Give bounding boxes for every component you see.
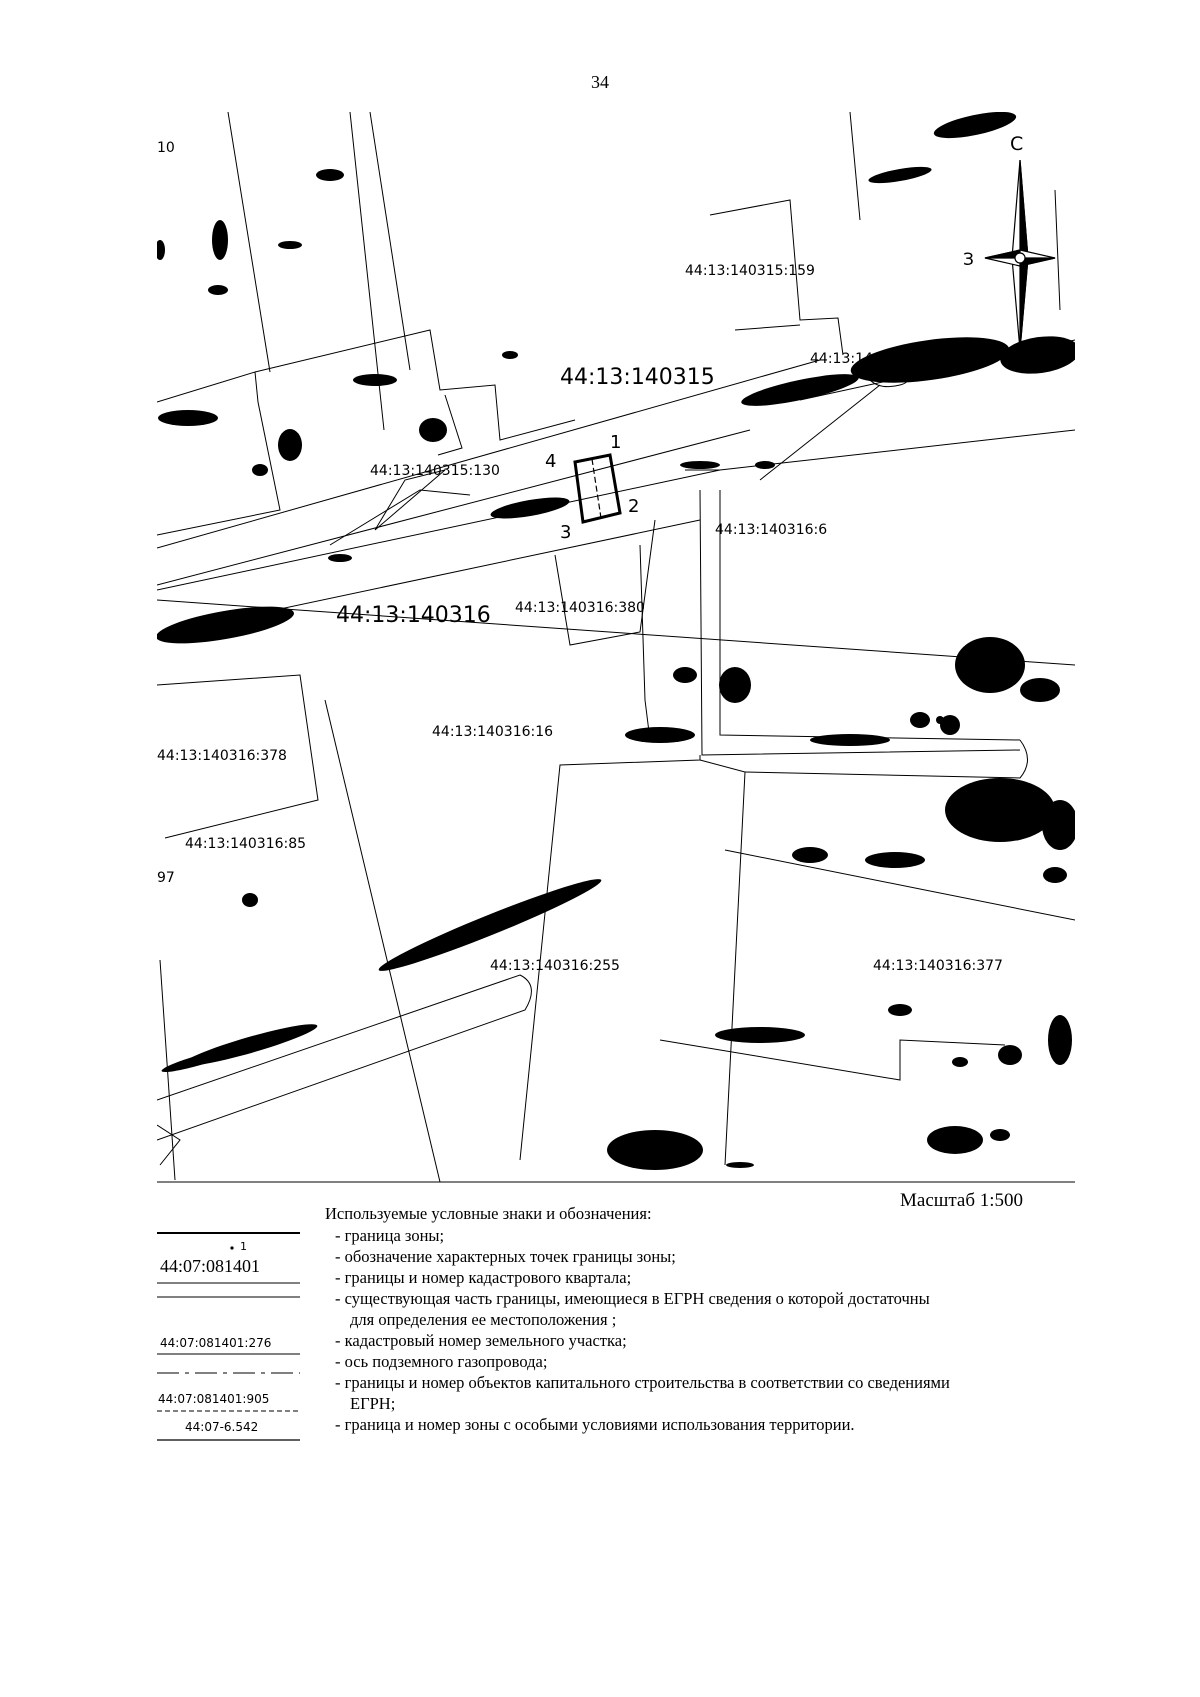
legend-item-gas-pipe: - ось подземного газопровода; (335, 1352, 548, 1371)
north-label: С (1010, 133, 1024, 155)
legend-item-quarter: - границы и номер кадастрового квартала; (335, 1268, 632, 1287)
vegetation-blobs (154, 106, 1082, 1170)
parcel-label-6: 44:13:140316:6 (715, 522, 828, 538)
map-scale: Масштаб 1:500 (900, 1190, 1024, 1211)
west-label: З (963, 250, 974, 270)
legend-special-zone-number: 44:07-6.542 (185, 1420, 259, 1434)
quarter-label-140316: 44:13:140316 (336, 603, 491, 628)
legend-title: Используемые условные знаки и обозначения: (325, 1204, 652, 1223)
parcel-label-378: 44:13:140316:378 (157, 748, 287, 764)
parcel-boundaries (157, 112, 1075, 1182)
legend-quarter-number: 44:07:081401 (160, 1256, 261, 1276)
legend-item-existing-boundary: - существующая часть границы, имеющиеся в ЕГРН сведения о которой достаточны (335, 1289, 930, 1308)
parcel-label-85: 44:13:140316:85 (185, 836, 307, 852)
parcel-label-16: 44:13:140316:16 (432, 724, 554, 740)
page-number: 34 (591, 72, 609, 92)
zone-point-4: 4 (545, 451, 557, 472)
parcel-label-130: 44:13:140315:130 (370, 463, 500, 479)
parcel-label-partial: 44:13:1403 (810, 351, 891, 367)
legend-item-buildings: - границы и номер объектов капитального строительства в соответствии со сведениями (335, 1373, 950, 1392)
parcel-label-380: 44:13:140316:380 (515, 600, 645, 616)
legend-point-number: 1 (240, 1240, 247, 1253)
legend-parcel-number: 44:07:081401:276 (160, 1336, 272, 1350)
legend-item-existing-boundary-cont: для определения ее местоположения ; (350, 1310, 617, 1329)
legend-item-buildings-cont: ЕГРН; (350, 1394, 396, 1413)
zone-point-1: 1 (610, 432, 622, 453)
legend-item-zone-boundary: - граница зоны; (335, 1226, 445, 1245)
legend-point-dot-icon (230, 1246, 233, 1249)
map-labels (157, 133, 1023, 974)
compass-rose-icon (985, 160, 1055, 350)
zone-boundary[interactable] (575, 455, 620, 522)
parcel-label-377: 44:13:140316:377 (873, 958, 1003, 974)
zone-point-2: 2 (628, 496, 640, 517)
legend-building-number: 44:07:081401:905 (158, 1392, 270, 1406)
edge-label-top-left: 10 (157, 140, 175, 156)
legend-item-special-zone: - граница и номер зоны с особыми условиями использования территории. (335, 1415, 855, 1434)
edge-label-left: 97 (157, 870, 175, 886)
legend-item-zone-points: - обозначение характерных точек границы зоны; (335, 1247, 676, 1266)
zone-point-3: 3 (560, 522, 572, 543)
parcel-label-255: 44:13:140316:255 (490, 958, 620, 974)
legend-item-parcel-number: - кадастровый номер земельного участка; (335, 1331, 627, 1350)
parcel-label-159: 44:13:140315:159 (685, 263, 815, 279)
quarter-label-140315: 44:13:140315 (560, 365, 715, 390)
